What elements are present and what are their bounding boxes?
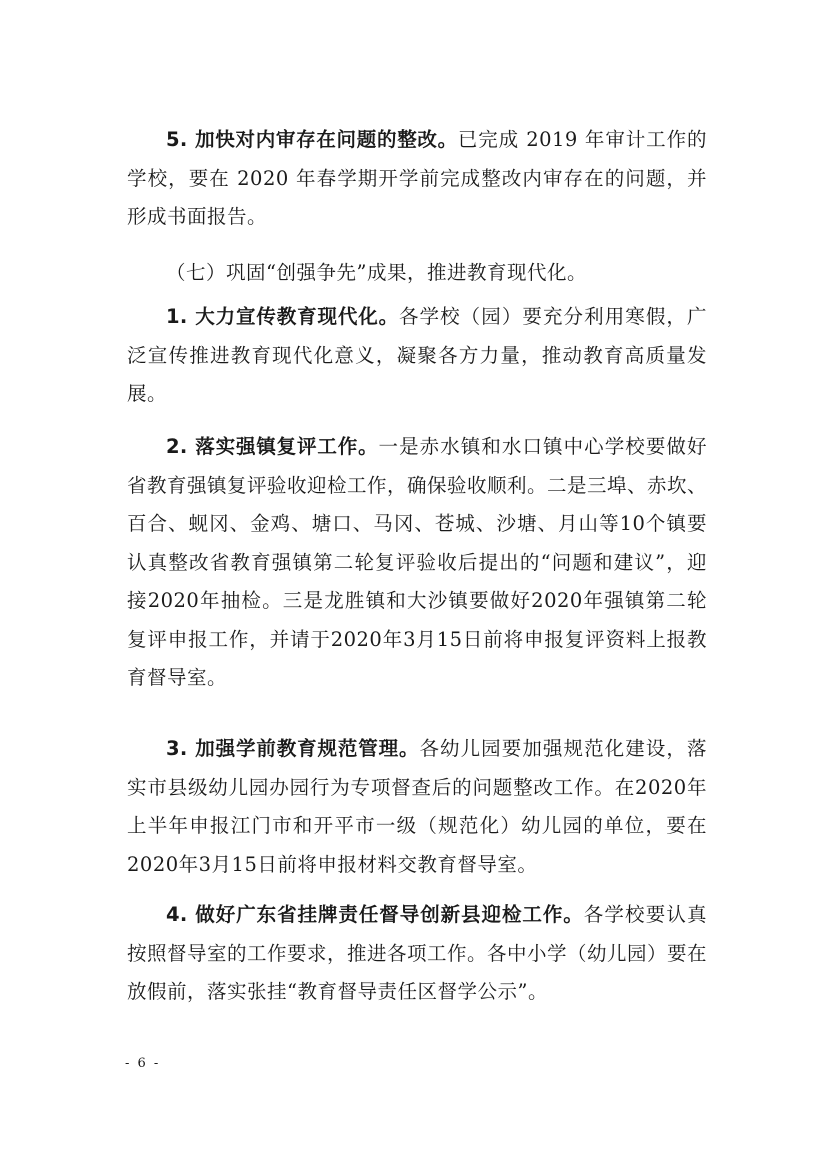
paragraph-1-promote-modernization <box>127 298 707 414</box>
paragraph-4-inspection-prep <box>127 896 707 1012</box>
section-heading-7 <box>127 254 707 293</box>
paragraph-body: 一是赤水镇和水口镇中心学校要做好省教育强镇复评验收迎检工作，确保验收顺利。二是三埠、赤坎、百合、蚬冈、金鸡、塘口、马冈、苍城、沙塘、月山等10个镇要认真整改省教育强镇第二轮复评验收后提出的“问题和建议”，迎接2020年抽检。三是龙胜镇和大沙镇要做好2020年强镇第二轮复评申报工作，并请于2020年3月15日前将申报复评资料上报教育督导室。 <box>127 435 708 689</box>
paragraph-2-town-reevaluation <box>127 428 707 698</box>
paragraph-heading: 3. 加强学前教育规范管理。 <box>166 737 420 760</box>
paragraph-heading: 5. 加快对内审存在问题的整改。 <box>166 128 458 151</box>
page-number: - 6 - <box>125 1056 161 1071</box>
paragraph-heading: 1. 大力宣传教育现代化。 <box>166 305 399 328</box>
paragraph-3-preschool-management <box>127 730 707 884</box>
paragraph-heading: 2. 落实强镇复评工作。 <box>166 435 379 458</box>
paragraph-body: 各幼儿园要加强规范化建设，落实市县级幼儿园办园行为专项督查后的问题整改工作。在2020年上半年申报江门市和开平市一级（规范化）幼儿园的单位，要在2020年3月15日前将申报材料交教育督导室。 <box>127 737 707 876</box>
paragraph-body: 各学校要认真按照督导室的工作要求，推进各项工作。各中小学（幼儿园）要在放假前，落实张挂“教育督导责任区督学公示”。 <box>127 903 708 1003</box>
paragraph-body: 各学校（园）要充分利用寒假，广泛宣传推进教育现代化意义，凝聚各方力量，推动教育高质量发展。 <box>127 305 707 405</box>
paragraph-heading: 4. 做好广东省挂牌责任督导创新县迎检工作。 <box>166 903 584 926</box>
paragraph-5-audit-rectification <box>127 121 707 237</box>
paragraph-body: 已完成 2019 年审计工作的学校，要在 2020 年春学期开学前完成整改内审存在的问题，并形成书面报告。 <box>127 128 707 228</box>
section-heading-text: （七）巩固“创强争先”成果，推进教育现代化。 <box>166 261 587 284</box>
